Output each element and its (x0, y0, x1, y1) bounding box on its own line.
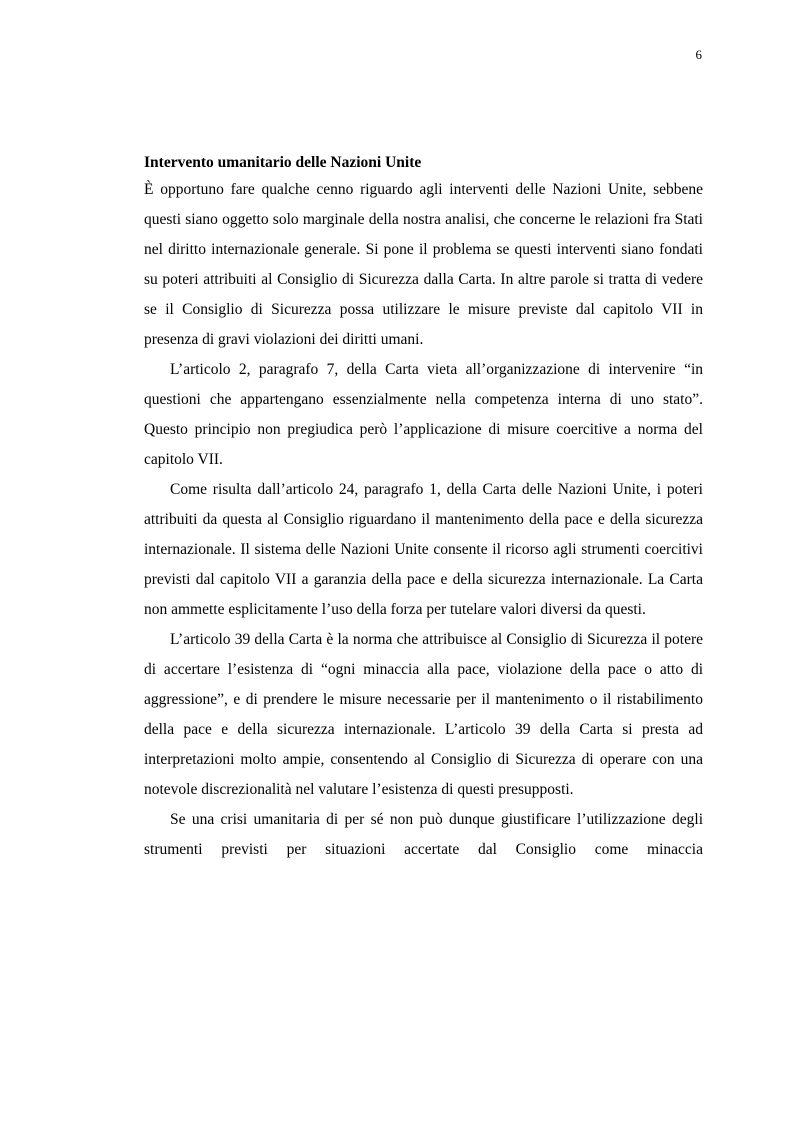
paragraph-5: Se una crisi umanitaria di per sé non può dunque giustificare l’utilizzazione degli strumenti previsti per situazioni accertate dal Consiglio come minaccia (144, 811, 703, 858)
section-heading: Intervento umanitario delle Nazioni Unite (144, 154, 422, 171)
document-body (144, 150, 703, 865)
paragraph-1: È opportuno fare qualche cenno riguardo agli interventi delle Nazioni Unite, sebbene questi siano oggetto solo marginale della nostra analisi, che concerne le relazioni fra Stati nel diritto internazionale generale. Si pone il problema se questi interventi siano fondati su poteri attribuiti al Consiglio di Sicurezza dalla Carta. In altre parole si tratta di vedere se il Consiglio di Sicurezza possa utilizzare le misure previste dal capitolo VII in presenza di gravi violazioni dei diritti umani. (144, 181, 703, 348)
paragraph-4: L’articolo 39 della Carta è la norma che attribuisce al Consiglio di Sicurezza il potere di accertare l’esistenza di “ogni minaccia alla pace, violazione della pace o atto di aggressione”, e di prendere le misure necessarie per il mantenimento o il ristabilimento della pace e della sicurezza internazionale. L’articolo 39 della Carta si presta ad interpretazioni molto ampie, consentendo al Consiglio di Sicurezza di operare con una notevole discrezionalità nel valutare l’esistenza di questi presupposti. (144, 631, 703, 798)
paragraph-3: Come risulta dall’articolo 24, paragrafo 1, della Carta delle Nazioni Unite, i poteri attribuiti da questa al Consiglio riguardano il mantenimento della pace e della sicurezza internazionale. Il sistema delle Nazioni Unite consente il ricorso agli strumenti coercitivi previsti dal capitolo VII a garanzia della pace e della sicurezza internazionale. La Carta non ammette esplicitamente l’uso della forza per tutelare valori diversi da questi. (144, 481, 703, 618)
paragraph-2: L’articolo 2, paragrafo 7, della Carta vieta all’organizzazione di intervenire “in questioni che appartengano essenzialmente nella competenza interna di uno stato”. Questo principio non pregiudica però l’applicazione di misure coercitive a norma del capitolo VII. (144, 361, 703, 468)
page-number: 6 (695, 47, 702, 62)
